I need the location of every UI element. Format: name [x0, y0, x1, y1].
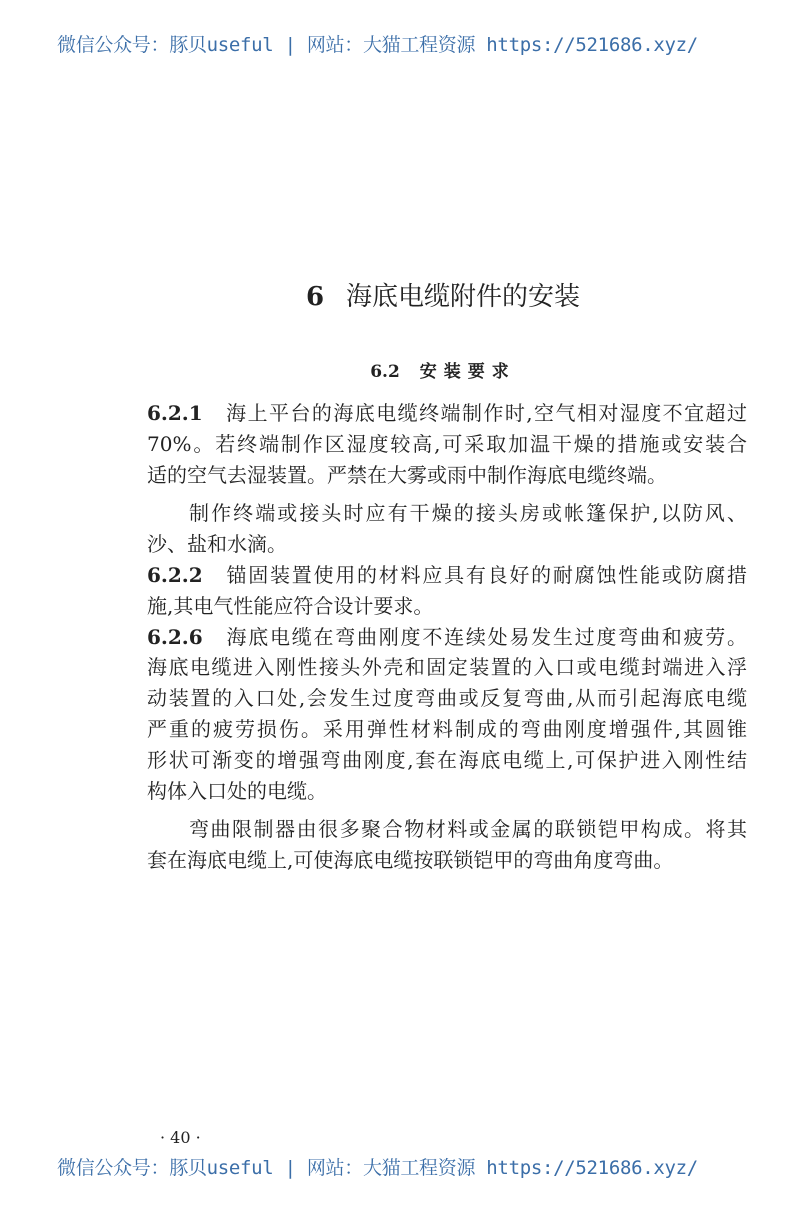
text-line: 动装置的入口处,会发生过度弯曲或反复弯曲,从而引起海底电缆 [147, 686, 747, 711]
text-line: 适的空气去湿装置。严禁在大雾或雨中制作海底电缆终端。 [147, 462, 667, 487]
section-title: 安装要求 [419, 362, 516, 382]
text-line: 弯曲限制器由很多聚合物材料或金属的联锁铠甲构成。将其 [189, 817, 747, 842]
text-line: 制作终端或接头时应有干燥的接头房或帐篷保护,以防风、 [189, 501, 747, 526]
text-line: 沙、盐和水滴。 [147, 532, 287, 557]
text-line [147, 622, 747, 653]
clause-number: 6.2.6 [147, 624, 203, 649]
line-text: 海底电缆在弯曲刚度不连续处易发生过度弯曲和疲劳。 [224, 624, 747, 649]
section-number: 6.2 [370, 362, 400, 382]
text-line: 施,其电气性能应符合设计要求。 [147, 593, 434, 618]
text-line [147, 560, 747, 591]
text-line: 形状可渐变的增强弯曲刚度,套在海底电缆上,可保护进入刚性结 [147, 747, 747, 772]
line-text: 海上平台的海底电缆终端制作时,空气相对湿度不宜超过 [224, 401, 747, 425]
chapter-number: 6 [305, 282, 325, 312]
clause-number: 6.2.2 [147, 562, 203, 587]
text-line: 构体入口处的电缆。 [147, 778, 327, 803]
text-line: 海底电缆进入刚性接头外壳和固定装置的入口或电缆封端进入浮 [147, 655, 747, 680]
body-text [147, 398, 747, 876]
page-number: · 40 · [160, 1128, 201, 1147]
text-line [147, 398, 747, 429]
section-heading [0, 357, 800, 382]
clause-number: 6.2.1 [147, 401, 203, 425]
text-line: 70%。若终端制作区湿度较高,可采取加温干燥的措施或安装合 [147, 431, 747, 456]
chapter-title-text: 海底电缆附件的安装 [346, 282, 581, 312]
chapter-title [0, 276, 800, 313]
text-line: 严重的疲劳损伤。采用弹性材料制成的弯曲刚度增强件,其圆锥 [147, 716, 747, 741]
watermark-header: 微信公众号：豚贝useful | 网站：大猫工程资源 https://521686.xyz/ [57, 34, 698, 56]
text-line: 套在海底电缆上,可使海底电缆按联锁铠甲的弯曲角度弯曲。 [147, 848, 674, 873]
line-text: 锚固装置使用的材料应具有良好的耐腐蚀性能或防腐措 [224, 562, 747, 587]
watermark-footer: 微信公众号：豚贝useful | 网站：大猫工程资源 https://521686.xyz/ [57, 1157, 698, 1179]
